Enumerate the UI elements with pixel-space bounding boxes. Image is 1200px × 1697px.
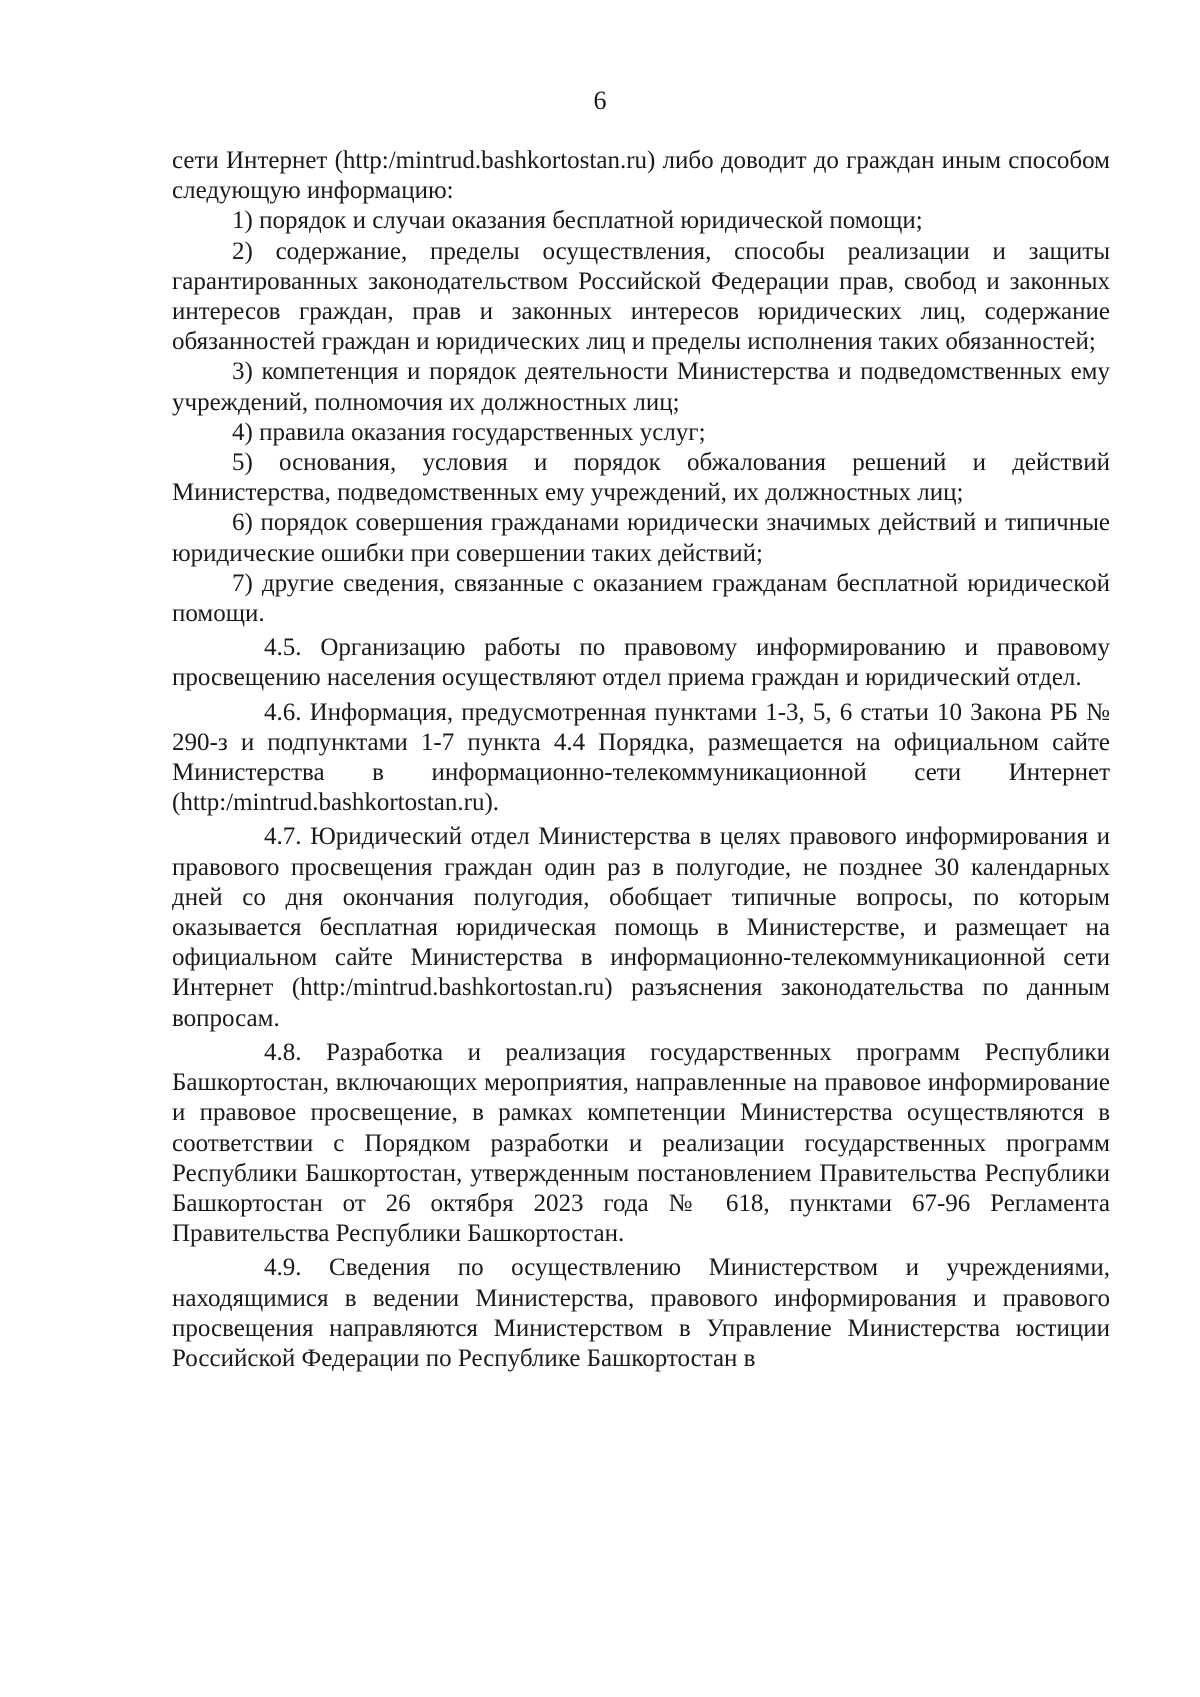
document-body <box>172 146 1110 1374</box>
list-item-2: 2) содержание, пределы осуществления, способы реализации и защиты гарантированных законодательством Российской Федерации прав, свобод и законных интересов граждан, прав и законных интересов юридических лиц, содержание обязанностей граждан и юридических лиц и пределы исполнения таких обязанностей; <box>172 237 1110 356</box>
section-4-6: 4.6. Информация, предусмотренная пунктами 1-3, 5, 6 статьи 10 Закона РБ № 290-з и подпунктами 1-7 пункта 4.4 Порядка, размещается на официальном сайте Министерства в информационно-телекоммуникационной сети Интернет (http:/mintrud.bashkortostan.ru). <box>172 698 1110 817</box>
paragraph-continuation: сети Интернет (http:/mintrud.bashkortostan.ru) либо доводит до граждан иным способом следующую информацию: <box>172 147 1110 205</box>
list-item-1: 1) порядок и случаи оказания бесплатной юридической помощи; <box>232 207 923 235</box>
section-4-7: 4.7. Юридический отдел Министерства в целях правового информирования и правового просвещения граждан один раз в полугодие, не позднее 30 календарных дней со дня окончания полугодия, обобщает типичные вопросы, по которым оказывается бесплатная юридическая помощь в Министерстве, и размещает на официальном сайте Министерства в информационно-телекоммуникационной сети Интернет (http:/mintrud.bashkortostan.ru) разъяснения законодательства по данным вопросам. <box>172 823 1110 1032</box>
list-item-4: 4) правила оказания государственных услуг; <box>232 418 706 446</box>
list-item-7: 7) другие сведения, связанные с оказанием гражданам бесплатной юридической помощи. <box>172 569 1110 628</box>
list-item-5: 5) основания, условия и порядок обжалования решений и действий Министерства, подведомственных ему учреждений, их должностных лиц; <box>172 449 1110 507</box>
page-number: 6 <box>593 86 607 115</box>
section-4-9: 4.9. Сведения по осуществлению Министерством и учреждениями, находящимися в ведении Министерства, правового информирования и правового просвещения направляются Министерством в Управление Министерства юстиции Российской Федерации по Республике Башкортостан в <box>172 1254 1110 1372</box>
list-item-3: 3) компетенция и порядок деятельности Министерства и подведомственных ему учреждений, полномочия их должностных лиц; <box>172 358 1110 416</box>
list-item-6: 6) порядок совершения гражданами юридически значимых действий и типичные юридические ошибки при совершении таких действий; <box>172 509 1110 567</box>
section-4-8: 4.8. Разработка и реализация государственных программ Республики Башкортостан, включающих мероприятия, направленные на правовое информирование и правовое просвещение, в рамках компетенции Министерства осуществляются в соответствии с Порядком разработки и реализации государственных программ Республики Башкортостан, утвержденным постановлением Правительства Республики Башкортостан от 26 октября 2023 года № 618, пунктами 67-96 Регламента Правительства Республики Башкортостан. <box>172 1038 1110 1248</box>
section-4-5: 4.5. Организацию работы по правовому информированию и правовому просвещению населения осуществляют отдел приема граждан и юридический отдел. <box>172 634 1110 692</box>
